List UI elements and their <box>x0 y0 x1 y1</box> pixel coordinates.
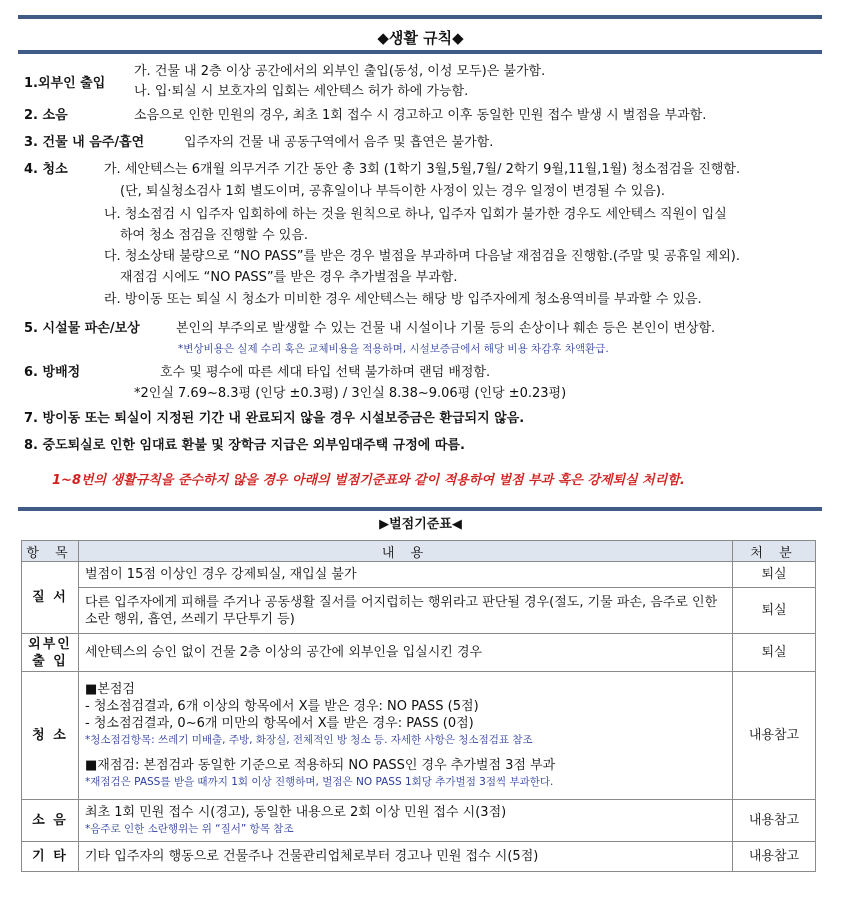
noise-note: *음주로 인한 소란행위는 위 “질서” 항목 참조 <box>85 822 294 835</box>
rule-4-line-c: 다. 청소상태 불량으로 “NO PASS”를 받은 경우 벌점을 부과하며 다음날 재점검을 진행함.(주말 및 공휴일 제외). <box>104 249 740 264</box>
row-content: 기타 입주자의 행동으로 건물주나 건물관리업체로부터 경고나 민원 접수 시(5점) <box>79 842 733 872</box>
penalty-table <box>21 540 816 872</box>
title-rule <box>18 50 822 54</box>
category-order: 질 서 <box>22 562 79 634</box>
rule-2-text: 소음으로 인한 민원의 경우, 최초 1회 접수 시 경고하고 이후 동일한 민원 접수 발생 시 벌점을 부과함. <box>134 108 707 123</box>
spacer <box>85 749 726 757</box>
table-row <box>22 634 816 672</box>
penalty-warning: 1~8번의 생활규칙을 준수하지 않을 경우 아래의 벌점기준표와 같이 적용하여 벌점 부과 혹은 강제퇴실 처리함. <box>52 473 685 488</box>
rule-1-line-a: 가. 건물 내 2층 이상 공간에서의 외부인 출입(동성, 이성 모두)은 불가함. <box>134 64 546 79</box>
row-content <box>79 672 733 800</box>
row-content: 벌점이 15점 이상인 경우 강제퇴실, 재입실 불가 <box>79 562 733 588</box>
rule-3-text: 입주자의 건물 내 공동구역에서 음주 및 흡연은 불가함. <box>184 135 494 150</box>
rule-5-text: 본인의 부주의로 발생할 수 있는 건물 내 시설이나 기물 등의 손상이나 훼손 등은 본인이 변상함. <box>176 321 716 336</box>
row-content <box>79 800 733 842</box>
rule-2-label: 2. 소음 <box>24 108 68 123</box>
rule-3-label: 3. 건물 내 음주/흡연 <box>24 135 145 150</box>
page-title: ◆생활 규칙◆ <box>377 29 464 47</box>
rule-4-label: 4. 청소 <box>24 162 68 177</box>
rule-5-label: 5. 시설물 파손/보상 <box>24 321 140 336</box>
rule-1-line-b: 나. 입·퇴실 시 보호자의 입회는 세안텍스 허가 하에 가능함. <box>134 84 469 99</box>
rule-6-label: 6. 방배정 <box>24 365 81 380</box>
rule-7-label: 7. 방이동 또는 퇴실이 지정된 기간 내 완료되지 않을 경우 시설보증금은 환급되지 않음. <box>24 411 525 426</box>
rule-4-line-b2: 하여 청소 점검을 진행할 수 있음. <box>120 228 309 243</box>
rule-4-line-d: 라. 방이동 또는 퇴실 시 청소가 미비한 경우 세안텍스는 해당 방 입주자에게 청소용역비를 부과할 수 있음. <box>104 292 702 307</box>
rule-4-line-a2: (단, 퇴실청소검사 1회 별도이며, 공휴일이나 부득이한 사정이 있는 경우 일정이 변경될 수 있음). <box>120 184 666 199</box>
row-action: 퇴실 <box>733 588 816 634</box>
row-action: 퇴실 <box>733 634 816 672</box>
rule-1-label: 1.외부인 출입 <box>24 76 106 91</box>
cleaning-note-2: *재점검은 PASS를 받을 때까지 1회 이상 진행하며, 벌점은 NO PASS 1회당 추가벌점 3점씩 부과한다. <box>85 775 554 788</box>
row-action: 내용참고 <box>733 800 816 842</box>
category-noise: 소 음 <box>22 800 79 842</box>
table-row <box>22 562 816 588</box>
noise-line: 최초 1회 민원 접수 시(경고), 동일한 내용으로 2회 이상 민원 접수 시(3점) <box>85 804 507 820</box>
rule-6-text: 호수 및 평수에 따른 세대 타입 선택 불가하며 랜덤 배정함. <box>160 365 491 380</box>
row-action: 내용참고 <box>733 842 816 872</box>
rule-4-line-c2: 재점검 시에도 “NO PASS”를 받은 경우 추가벌점을 부과함. <box>120 270 458 285</box>
category-other: 기 타 <box>22 842 79 872</box>
rule-5-note: *변상비용은 실제 수리 혹은 교체비용을 적용하며, 시설보증금에서 해당 비용 차감후 차액환급. <box>178 343 609 355</box>
cleaning-main-line-1: - 청소점검결과, 6개 이상의 항목에서 X를 받은 경우: NO PASS (5점) <box>85 698 479 714</box>
cleaning-main-line-2: - 청소점검결과, 0~6개 미만의 항목에서 X를 받은 경우: PASS (0점) <box>85 715 474 731</box>
rule-4-line-a: 가. 세안텍스는 6개월 의무거주 기간 동안 총 3회 (1학기 3월,5월,7월/ 2학기 9월,11월,1월) 청소점검을 진행함. <box>104 162 741 177</box>
penalty-top-rule <box>18 507 822 511</box>
cleaning-note-1: *청소점검항목: 쓰레기 미배출, 주방, 화장실, 전체적인 방 청소 등. 자세한 사항은 청소점검표 참조 <box>85 733 533 746</box>
table-row <box>22 800 816 842</box>
row-content: 세안텍스의 승인 없이 건물 2층 이상의 공간에 외부인을 입실시킨 경우 <box>79 634 733 672</box>
header-action: 처 분 <box>733 541 816 562</box>
table-row <box>22 588 816 634</box>
rule-4-line-b: 나. 청소점검 시 입주자 입회하에 하는 것을 원칙으로 하나, 입주자 입회가 불가한 경우도 세안텍스 직원이 입실 <box>104 207 727 222</box>
row-action: 퇴실 <box>733 562 816 588</box>
table-header-row <box>22 541 816 562</box>
cleaning-main-heading: ■본점검 <box>85 681 135 697</box>
header-category: 항 목 <box>22 541 79 562</box>
rule-6-sub: *2인실 7.69~8.3평 (인당 ±0.3평) / 3인실 8.38~9.06평 (인당 ±0.23평) <box>134 386 567 401</box>
penalty-title: ▶벌점기준표◀ <box>379 517 462 532</box>
table-row <box>22 842 816 872</box>
category-visitor: 외부인 출 입 <box>22 634 79 672</box>
cleaning-recheck-line: ■재점검: 본점검과 동일한 기준으로 적용하되 NO PASS인 경우 추가벌점 3점 부과 <box>85 757 556 773</box>
category-cleaning: 청 소 <box>22 672 79 800</box>
header-content: 내 용 <box>79 541 733 562</box>
top-rule <box>18 15 822 19</box>
rule-8-label: 8. 중도퇴실로 인한 임대료 환불 및 장학금 지급은 외부임대주택 규정에 따름. <box>24 438 465 453</box>
row-content: 다른 입주자에게 피해를 주거나 공동생활 질서를 어지럽히는 행위라고 판단될 경우(절도, 기물 파손, 음주로 인한 소란 행위, 흡연, 쓰레기 무단투기 등) <box>79 588 733 634</box>
row-action: 내용참고 <box>733 672 816 800</box>
table-row <box>22 672 816 800</box>
